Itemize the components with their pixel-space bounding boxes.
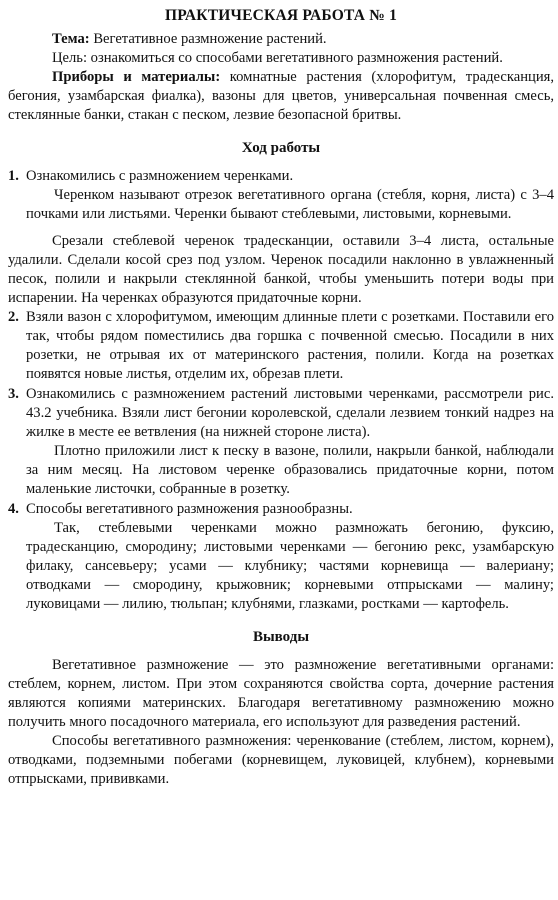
conclusions-heading: Выводы [252,629,310,645]
step-paragraph: Плотно приложили лист к песку в вазоне, полили, накрыли банкой, наблюдали за ним месяц. На листовом черенке образовались придаточные корни, потом маленькие листочки, собранные в розетку. [26,443,554,497]
step-body [26,385,554,499]
step-number: 3. [8,386,19,402]
step-main-text: Ознакомились с размножением черенками. [26,168,294,184]
step-item-2 [8,308,554,384]
page-title: ПРАКТИЧЕСКАЯ РАБОТА № 1 [164,7,398,24]
step-paragraph: Черенком называют отрезок вегетативного органа (стебля, корня, листа) с 3–4 почками или листьями. Черенки бывают стеблевыми, листовыми, корневыми. [26,187,554,222]
topic-text: Вегетативное размножение растений. [93,31,327,47]
step-item-3 [8,385,554,499]
step-1-continuation: Срезали стеблевой черенок традесканции, оставили 3–4 листа, остальные удалили. Сделали косой срез под узлом. Черенок посадили наклонно в увлажненный песок, полили и накрыли стеклянной банкой, чтобы уменьшить потери воды при испарении. На черенках образуются придаточные корни. [8,233,554,306]
topic-line [8,30,554,49]
step-number: 2. [8,309,19,325]
step-main-text: Ознакомились с размножением растений листовыми черенками, рассмотрели рис. 43.2 учебника. Взяли лист бегонии королевской, сделали лезвием тонкий надрез на жилке в месте ее ветвления (на нижней стороне листа). [26,386,554,440]
conclusions-paragraph-2: Способы вегетативного размножения: черенкование (стеблем, листом, корнем), отводками, подземными побегами (корневищем, луковицей, клубнем), корневыми отпрысками, прививками. [8,733,554,787]
step-body [26,308,554,384]
step-paragraph: Так, стеблевыми черенками можно размножать бегонию, фуксию, традесканцию, смородину; листовыми черенками — бегонию рекс, узамбарскую филаку, сансевьеру; усами — клубнику; частями корневища — валериану; отводками — смородину, крыжовник; корневыми отпрысками — малину; луковицами — лилию, тюльпан; клубнями, глазками, ростками — картофель. [26,520,554,612]
goal-text: ознакомиться со способами вегетативного размножения растений. [90,50,503,66]
step-body [26,500,554,614]
step-number: 1. [8,168,19,184]
step-number: 4. [8,501,19,517]
materials-text: комнатные растения (хлорофитум, традесканция, бегония, узамбарская фиалка), вазоны для цветов, универсальная почвенная смесь, стеклянные банки, стакан с песком, лезвие безопасной бритвы. [8,69,554,123]
materials-label: Приборы и материалы: [52,69,221,85]
step-item-4 [8,500,554,614]
progress-heading: Ход работы [241,140,321,156]
step-body [26,167,554,224]
goal-line [8,49,554,68]
step-main-text: Взяли вазон с хлорофитумом, имеющим длинные плети с розетками. Поставили его так, чтобы рядом поместились два горшка с почвенной смесью. Посадили в них розетки, не отрывая их от материнского растения, полили. Когда на розетках появятся новые листья, отделим их, обрезав плети. [26,309,554,382]
step-item-1 [8,167,554,224]
topic-label: Тема: [52,31,90,47]
step-main-text: Способы вегетативного размножения разнообразны. [26,501,353,517]
goal-label: Цель: [52,50,88,66]
conclusions-paragraph-1: Вегетативное размножение — это размножение вегетативными органами: стеблем, корнем, листом. При этом сохраняются свойства сорта, дочерние растения являются копиями материнских. Благодаря вегетативному размножению можно получить много посадочного материала, его используют для разведения растений. [8,657,554,730]
materials-line [8,68,554,125]
